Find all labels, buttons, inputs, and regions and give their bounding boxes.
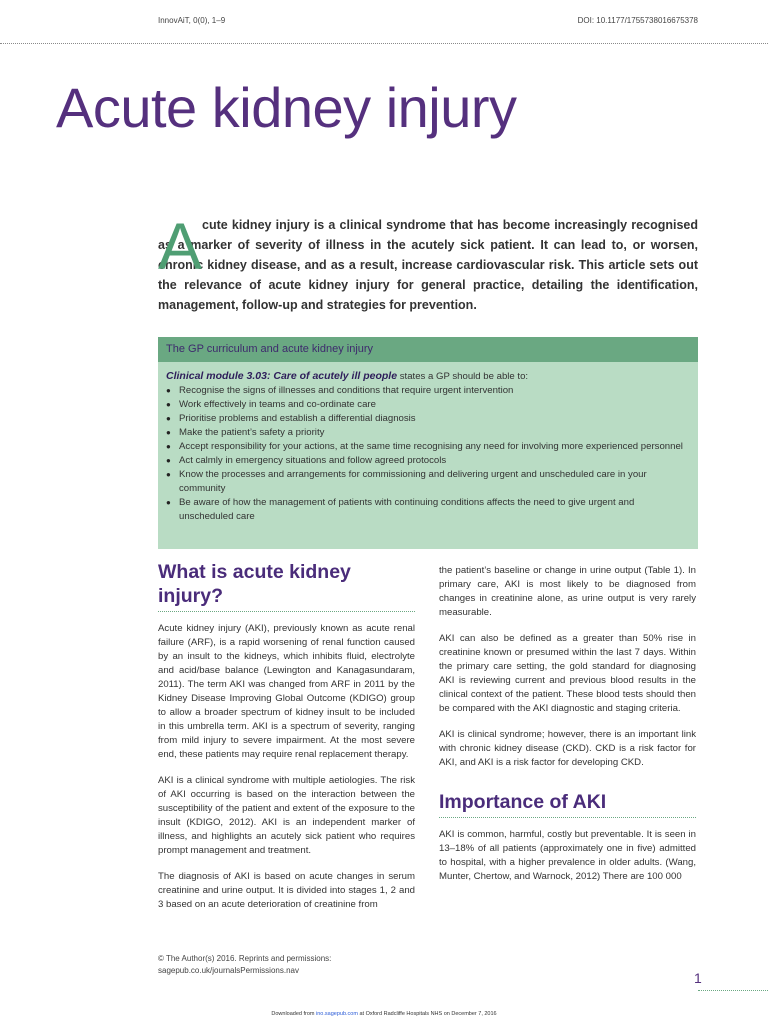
download-link[interactable]: ino.sagepub.com <box>316 1011 358 1017</box>
copyright-line: © The Author(s) 2016. Reprints and permissions: <box>158 954 332 963</box>
running-head <box>158 16 698 28</box>
list-item: ● Recognise the signs of illnesses and conditions that require urgent intervention <box>166 384 690 398</box>
curriculum-box-header: The GP curriculum and acute kidney injury <box>158 337 698 362</box>
page-number: 1 <box>694 970 702 986</box>
download-prefix: Downloaded from <box>271 1011 317 1017</box>
copyright-notice <box>158 953 331 977</box>
heading-dotted-rule <box>439 817 696 818</box>
heading-dotted-rule <box>158 611 415 612</box>
paragraph: AKI is a clinical syndrome with multiple aetiologies. The risk of AKI occurring is based on the interaction between the susceptibility of the patient and extent of the exposure to the insult (KDIGO, 2012). AKI is an independent marker of illness, and highlights an acutely sick patient who requires prompt management and treatment. <box>158 775 415 856</box>
module-title: Clinical module 3.03: Care of acutely ill people <box>166 370 398 382</box>
list-item: ● Be aware of how the management of patients with continuing conditions affects the need to give urgent and unscheduled care <box>166 496 690 524</box>
curriculum-box-body <box>158 362 698 524</box>
section-heading-what-is-aki <box>158 560 415 608</box>
drop-cap: A <box>158 209 203 283</box>
list-item: ● Act calmly in emergency situations and follow agreed protocols <box>166 454 690 468</box>
paragraph: AKI is common, harmful, costly but preventable. It is seen in 13–18% of all patients (approximately one in five) admitted to hospital, with a higher prevalence in older adults. (Wang, Munter, Chertow, and Warnock, 2012) There are 100 000 <box>439 829 696 882</box>
paragraph: the patient’s baseline or change in urine output (Table 1). In primary care, AKI is most likely to be diagnosed from changes in creatinine alone, as urine output is very rarely measurable. <box>439 565 696 618</box>
module-intro: states a GP should be able to: <box>397 371 529 382</box>
page-dotted-rule <box>698 990 768 991</box>
top-dotted-rule <box>0 43 768 44</box>
heading-line: injury? <box>158 585 224 607</box>
doi-text: DOI: 10.1177/1755738016675378 <box>577 16 698 25</box>
list-item: ● Work effectively in teams and co-ordinate care <box>166 398 690 412</box>
article-title: Acute kidney injury <box>56 76 517 139</box>
list-item: ● Know the processes and arrangements for commissioning and delivering urgent and unscheduled care in your community <box>166 468 690 496</box>
section-heading-importance-of-aki: Importance of AKI <box>439 791 607 813</box>
abstract-text: cute kidney injury is a clinical syndrome that has become increasingly recognised as a marker of severity of illness in the acutely sick patient. It can lead to, or worsen, chronic kidney disease, and as a result, increase cardiovascular risk. This article sets out the relevance of acute kidney injury for general practice, detailing the identification, management, follow-up and strategies for prevention. <box>158 218 698 312</box>
paragraph: AKI is clinical syndrome; however, there is an important link with chronic kidney disease (CKD). CKD is a risk factor for AKI, and AKI is a risk factor for developing CKD. <box>439 729 696 768</box>
paragraph: The diagnosis of AKI is based on acute changes in serum creatinine and urine output. It is divided into stages 1, 2 and 3 based on an acute deterioration of creatinine from <box>158 871 415 910</box>
paragraph: AKI can also be defined as a greater than 50% rise in creatinine known or presumed within the last 7 days. Within the primary care setting, the gold standard for diagnosing AKI is reviewing current and previous blood results in the clinical context of the patient. These blood tests should then be compared with the AKI diagnostic and staging criteria. <box>439 633 696 714</box>
heading-line: What is acute kidney <box>158 561 351 583</box>
list-item: ● Accept responsibility for your actions, at the same time recognising any need for involving more experienced personnel <box>166 440 690 454</box>
curriculum-list <box>166 384 690 524</box>
right-column <box>439 564 696 884</box>
list-item: ● Make the patient’s safety a priority <box>166 426 690 440</box>
left-column <box>158 560 415 912</box>
download-notice <box>0 1011 768 1017</box>
abstract <box>158 209 698 315</box>
journal-citation: InnovAiT, 0(0), 1–9 <box>158 16 226 25</box>
list-item: ● Prioritise problems and establish a differential diagnosis <box>166 412 690 426</box>
curriculum-box <box>158 337 698 549</box>
module-line <box>166 369 690 384</box>
download-suffix: at Oxford Radcliffe Hospitals NHS on December 7, 2016 <box>357 1011 497 1017</box>
permissions-link[interactable]: sagepub.co.uk/journalsPermissions.nav <box>158 966 299 975</box>
paragraph: Acute kidney injury (AKI), previously known as acute renal failure (ARF), is a rapid worsening of renal function caused by an insult to the kidneys, which inhibits fluid, electrolyte and acid/base balance (Lewington and Kanagasundaram, 2011). The term AKI was changed from ARF in 2011 by the Kidney Disease Improving Global Outcome (KDIGO) group to allow a broader spectrum of kidney insult to be included in this umbrella term. AKI is a spectrum of severity, ranging from mild injury to severe impairment. At the most severe end, these patients may require renal replacement therapy. <box>158 623 415 760</box>
